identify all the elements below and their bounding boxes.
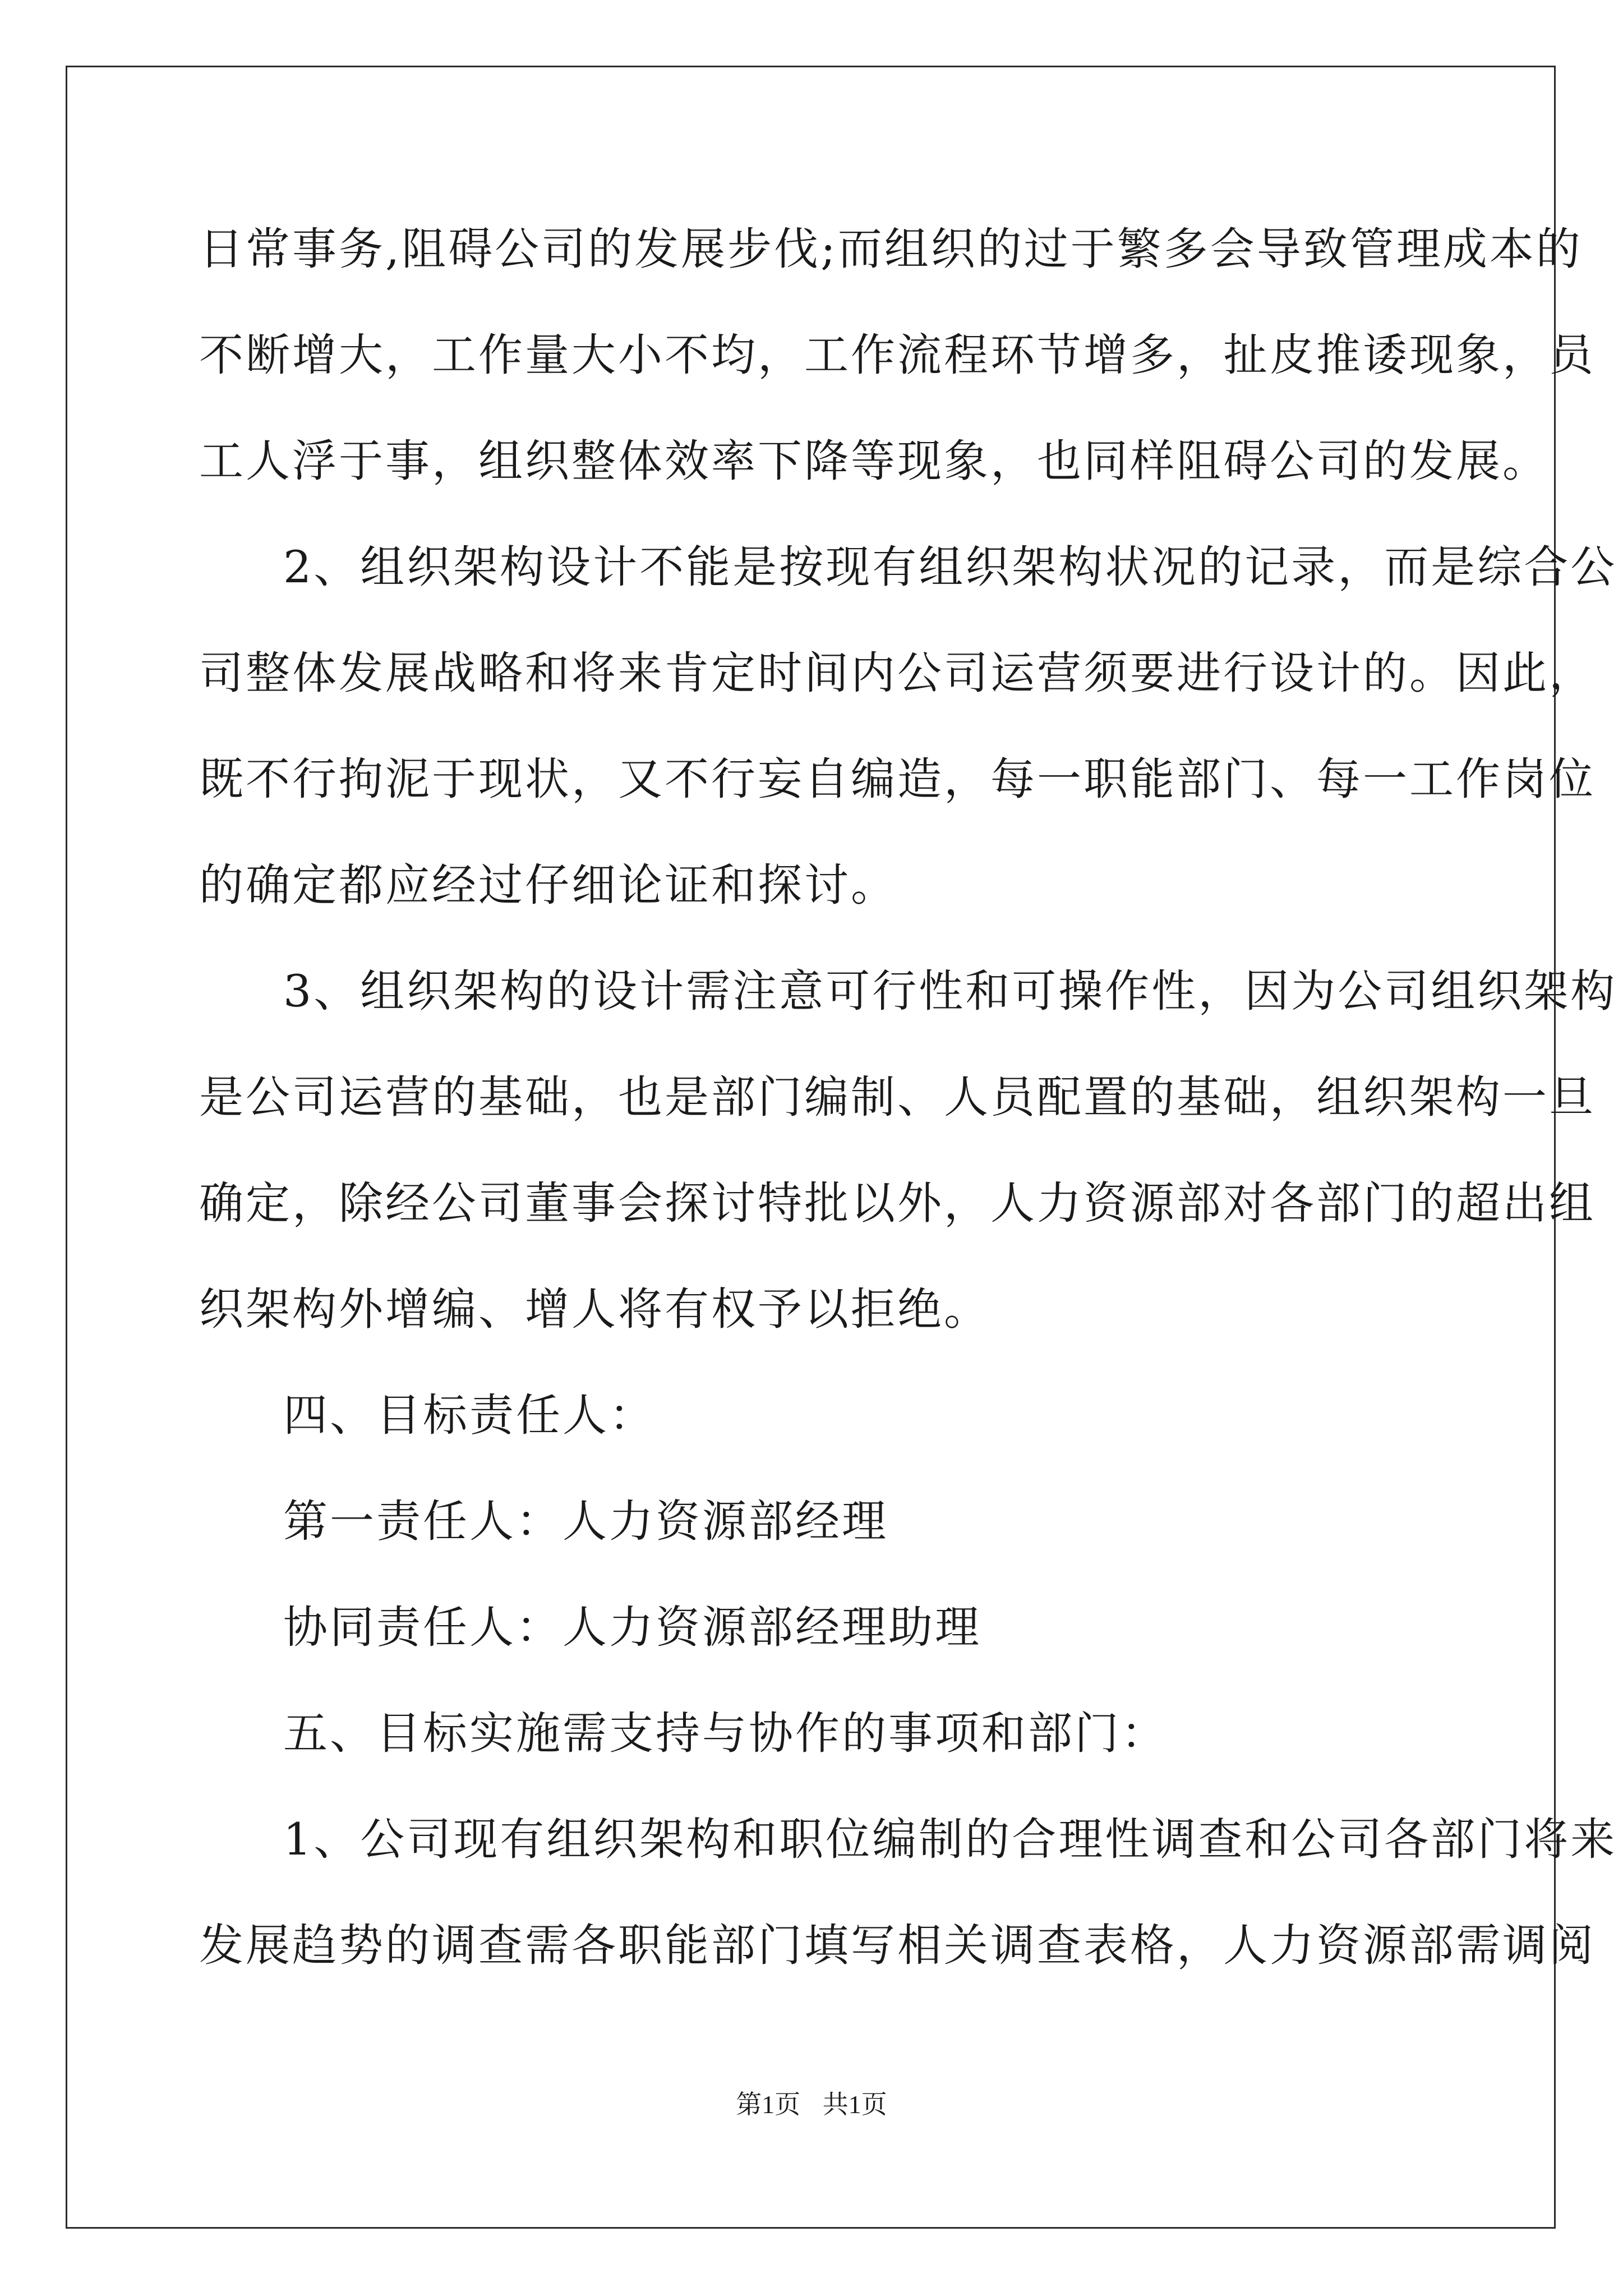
paragraph-start-line: 1、公司现有组织架构和职位编制的合理性调查和公司各部门将来 bbox=[283, 1814, 1617, 1865]
text-line: 的确定都应经过仔细论证和探讨。 bbox=[199, 859, 897, 911]
text-line: 织架构外增编、增人将有权予以拒绝。 bbox=[199, 1283, 990, 1335]
text-line: 确定，除经公司董事会探讨特批以外，人力资源部对各部门的超出组 bbox=[199, 1177, 1596, 1229]
text-line: 司整体发展战略和将来肯定时间内公司运营须要进行设计的。因此， bbox=[199, 647, 1596, 699]
page-total: 共1页 bbox=[822, 2090, 887, 2119]
text-line: 不断增大，工作量大小不均，工作流程环节增多，扯皮推诿现象，员 bbox=[199, 329, 1596, 381]
paragraph-start-line: 2、组织架构设计不能是按现有组织架构状况的记录，而是综合公 bbox=[283, 541, 1617, 593]
text-line: 既不行拘泥于现状，又不行妄自编造，每一职能部门、每一工作岗位 bbox=[199, 753, 1596, 805]
page-number: 第1页 bbox=[736, 2090, 801, 2119]
text-line: 工人浮于事，组织整体效率下降等现象，也同样阻碍公司的发展。 bbox=[199, 435, 1549, 487]
page-footer bbox=[0, 2084, 1623, 2121]
paragraph-start-line: 3、组织架构的设计需注意可行性和可操作性，因为公司组织架构 bbox=[283, 965, 1617, 1017]
document-body bbox=[199, 196, 1617, 1999]
text-line: 协同责任人：人力资源部经理助理 bbox=[283, 1602, 981, 1653]
text-line: 第一责任人：人力资源部经理 bbox=[283, 1496, 888, 1547]
text-line: 是公司运营的基础，也是部门编制、人员配置的基础，组织架构一旦 bbox=[199, 1071, 1596, 1123]
section-heading: 四、目标责任人： bbox=[283, 1389, 656, 1441]
text-line: 发展趋势的调查需各职能部门填写相关调查表格，人力资源部需调阅 bbox=[199, 1920, 1596, 1971]
text-line: 日常事务,阻碍公司的发展步伐;而组织的过于繁多会导致管理成本的 bbox=[199, 223, 1583, 275]
section-heading: 五、目标实施需支持与协作的事项和部门： bbox=[283, 1708, 1168, 1759]
